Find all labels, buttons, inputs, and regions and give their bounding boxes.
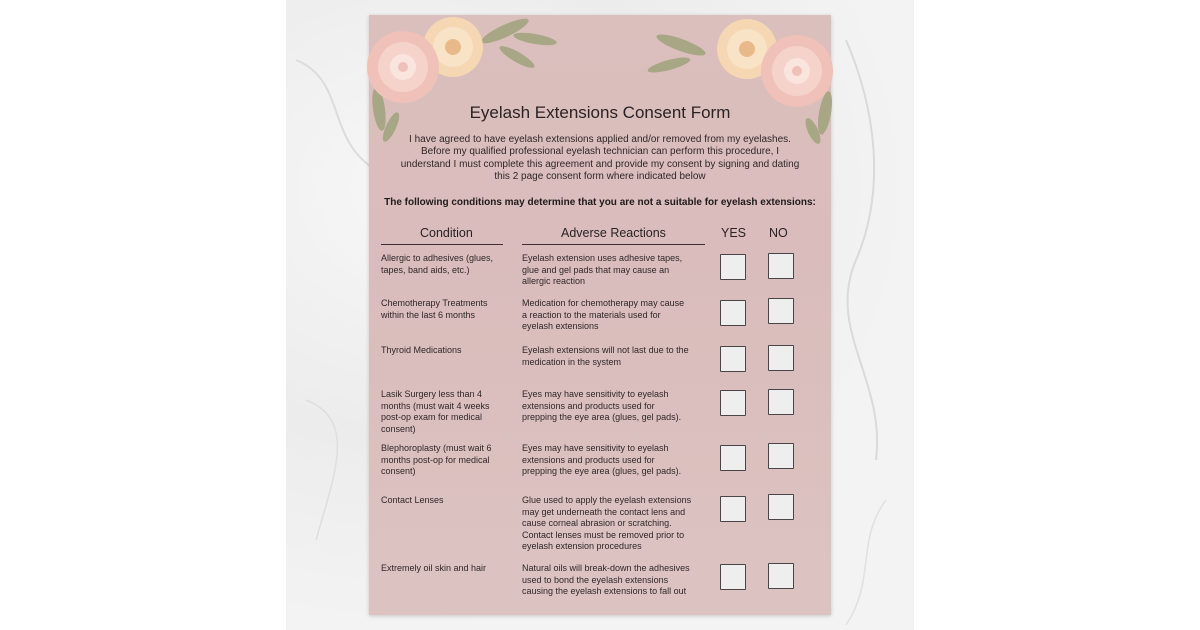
adverse-line: medication in the system xyxy=(522,356,622,367)
condition-cell xyxy=(381,253,516,276)
adverse-cell xyxy=(522,345,712,368)
yes-checkbox[interactable] xyxy=(720,346,746,372)
intro-line: Before my qualified professional eyelash technician can perform this procedure, I xyxy=(421,146,779,158)
yes-checkbox[interactable] xyxy=(720,445,746,471)
adverse-line: causing the eyelash extensions to fall out xyxy=(522,586,687,597)
no-checkbox[interactable] xyxy=(768,494,794,520)
intro-line: this 2 page consent form where indicated below xyxy=(494,171,706,183)
condition-line: months post-op for medical xyxy=(381,454,490,465)
condition-line: Thyroid Medications xyxy=(381,345,462,355)
condition-cell xyxy=(381,298,516,321)
adverse-reactions-header: Adverse Reactions xyxy=(561,226,666,240)
floral-decoration-left xyxy=(365,9,565,144)
adverse-line: Eyes may have sensitivity to eyelash xyxy=(522,443,669,453)
adverse-line: extensions and products used for xyxy=(522,454,655,465)
no-checkbox[interactable] xyxy=(768,389,794,415)
adverse-cell xyxy=(522,443,712,478)
adverse-line: glue and gel pads that may cause an xyxy=(522,264,670,275)
adverse-line: Glue used to apply the eyelash extensions xyxy=(522,495,692,505)
no-checkbox[interactable] xyxy=(768,253,794,279)
yes-checkbox[interactable] xyxy=(720,254,746,280)
adverse-line: allergic reaction xyxy=(522,276,586,287)
adverse-line: prepping the eye area (glues, gel pads). xyxy=(522,466,682,477)
yes-checkbox[interactable] xyxy=(720,564,746,590)
condition-line: tapes, band aids, etc.) xyxy=(381,264,470,275)
yes-checkbox[interactable] xyxy=(720,390,746,416)
condition-line: post-op exam for medical xyxy=(381,412,483,423)
adverse-line: eyelash extension procedures xyxy=(522,541,642,552)
adverse-line: prepping the eye area (glues, gel pads). xyxy=(522,412,682,423)
adverse-line: Eyes may have sensitivity to eyelash xyxy=(522,389,669,399)
no-checkbox[interactable] xyxy=(768,298,794,324)
adverse-cell xyxy=(522,298,712,333)
condition-line: Lasik Surgery less than 4 xyxy=(381,389,483,399)
condition-line: Blephoroplasty (must wait 6 xyxy=(381,443,492,453)
adverse-line: may get underneath the contact lens and xyxy=(522,506,686,517)
condition-line: Allergic to adhesives (glues, xyxy=(381,253,494,263)
condition-line: Contact Lenses xyxy=(381,495,444,505)
adverse-line: Contact lenses must be removed prior to xyxy=(522,529,685,540)
condition-line: within the last 6 months xyxy=(381,309,476,320)
intro-line: understand I must complete this agreement and provide my consent by signing and dating xyxy=(400,158,800,170)
adverse-line: Medication for chemotherapy may cause xyxy=(522,298,685,308)
condition-line: Extremely oil skin and hair xyxy=(381,563,487,573)
consent-form-sheet xyxy=(369,15,831,615)
adverse-cell xyxy=(522,389,712,424)
adverse-cell xyxy=(522,563,722,598)
condition-cell xyxy=(381,495,516,507)
condition-cell xyxy=(381,345,516,357)
adverse-line: eyelash extensions xyxy=(522,321,599,332)
condition-line: consent) xyxy=(381,423,416,434)
adverse-line: cause corneal abrasion or scratching. xyxy=(522,518,672,529)
no-checkbox[interactable] xyxy=(768,563,794,589)
adverse-header-underline xyxy=(522,244,705,245)
condition-cell xyxy=(381,443,516,478)
yes-checkbox[interactable] xyxy=(720,496,746,522)
warning-text: The following conditions may determine that you are not a suitable for eyelash extensions: xyxy=(384,197,816,208)
condition-line: Chemotherapy Treatments xyxy=(381,298,488,308)
adverse-line: used to bond the eyelash extensions xyxy=(522,574,669,585)
adverse-line: extensions and products used for xyxy=(522,400,655,411)
intro-line: I have agreed to have eyelash extensions applied and/or removed from my eyelashes. xyxy=(409,134,791,145)
intro-paragraph xyxy=(391,134,809,184)
condition-line: months (must wait 4 weeks xyxy=(381,400,490,411)
yes-header: YES xyxy=(721,226,747,240)
adverse-line: a reaction to the materials used for xyxy=(522,309,661,320)
adverse-line: Eyelash extension uses adhesive tapes, xyxy=(522,253,683,263)
form-title: Eyelash Extensions Consent Form xyxy=(469,103,731,122)
adverse-cell xyxy=(522,495,722,553)
adverse-line: Eyelash extensions will not last due to the xyxy=(522,345,689,355)
condition-cell xyxy=(381,563,516,575)
no-checkbox[interactable] xyxy=(768,443,794,469)
adverse-line: Natural oils will break-down the adhesives xyxy=(522,563,690,573)
floral-decoration-right xyxy=(647,9,837,144)
no-header: NO xyxy=(769,226,788,240)
adverse-cell xyxy=(522,253,712,288)
condition-line: consent) xyxy=(381,466,416,477)
condition-cell xyxy=(381,389,516,435)
condition-header-underline xyxy=(381,244,503,245)
condition-header: Condition xyxy=(420,226,473,240)
no-checkbox[interactable] xyxy=(768,345,794,371)
yes-checkbox[interactable] xyxy=(720,300,746,326)
